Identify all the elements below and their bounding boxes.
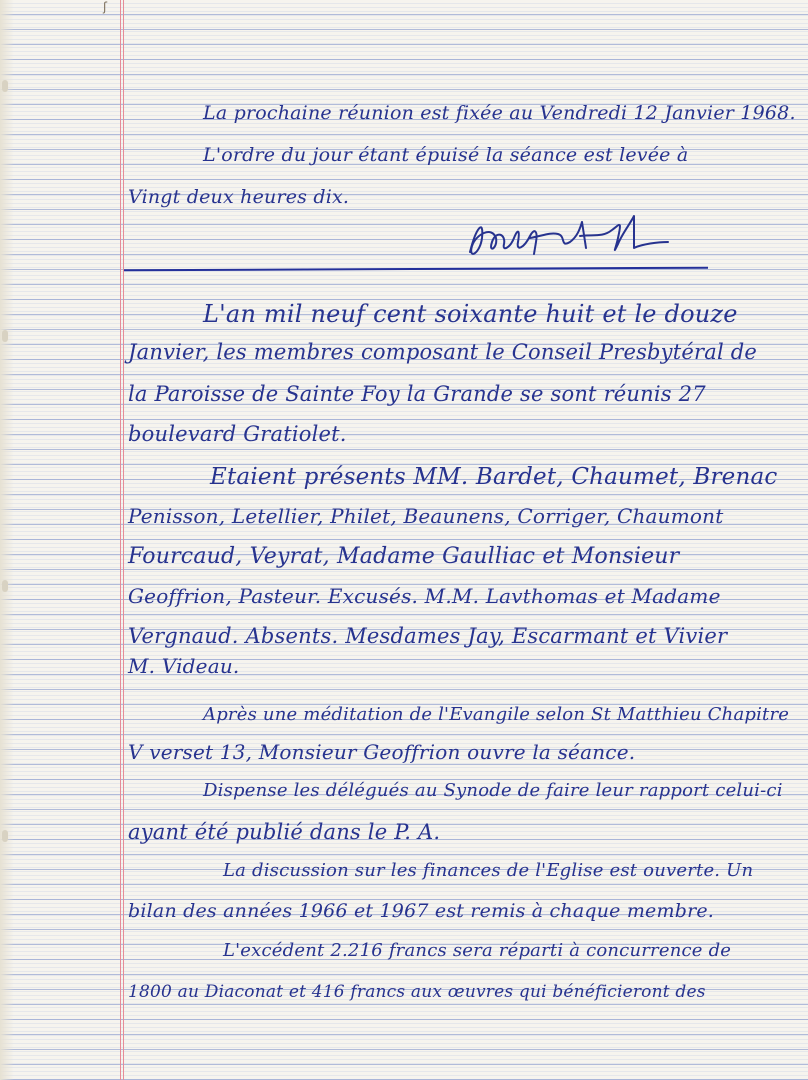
margin-line bbox=[120, 0, 121, 1080]
handwritten-line: bilan des années 1966 et 1967 est remis à chaque membre. bbox=[128, 900, 715, 922]
handwritten-line: Dispense les délégués au Synode de faire leur rapport celui-ci bbox=[203, 780, 783, 801]
handwritten-line: Penisson, Letellier, Philet, Beaunens, Corriger, Chaumont bbox=[128, 504, 724, 528]
signature-image bbox=[462, 208, 672, 268]
binding-edge bbox=[0, 0, 10, 1080]
handwritten-line: Etaient présents MM. Bardet, Chaumet, Brenac bbox=[210, 464, 778, 490]
handwritten-line: Vingt deux heures dix. bbox=[128, 186, 350, 208]
handwritten-line: Fourcaud, Veyrat, Madame Gaulliac et Monsieur bbox=[128, 544, 680, 569]
handwritten-line: La discussion sur les finances de l'Eglise est ouverte. Un bbox=[223, 860, 754, 881]
handwritten-line: ayant été publié dans le P. A. bbox=[128, 820, 441, 844]
handwritten-line: la Paroisse de Sainte Foy la Grande se sont réunis 27 bbox=[128, 382, 706, 406]
handwritten-line: Geoffrion, Pasteur. Excusés. M.M. Lavthomas et Madame bbox=[128, 584, 721, 608]
handwritten-line: Vergnaud. Absents. Mesdames Jay, Escarmant et Vivier bbox=[128, 624, 728, 648]
handwritten-line: Janvier, les membres composant le Conseil Presbytéral de bbox=[128, 340, 758, 364]
margin-line-secondary bbox=[123, 0, 124, 1080]
handwritten-line: L'excédent 2.216 francs sera réparti à concurrence de bbox=[223, 940, 732, 961]
handwritten-line: boulevard Gratiolet. bbox=[128, 422, 347, 446]
handwritten-line: 1800 au Diaconat et 416 francs aux œuvres qui bénéficieront des bbox=[128, 982, 706, 1002]
handwritten-line: V verset 13, Monsieur Geoffrion ouvre la séance. bbox=[128, 740, 636, 764]
handwritten-line: L'an mil neuf cent soixante huit et le douze bbox=[203, 300, 738, 328]
handwritten-line: Après une méditation de l'Evangile selon St Matthieu Chapitre bbox=[203, 704, 790, 725]
handwritten-line: La prochaine réunion est fixée au Vendredi 12 Janvier 1968. bbox=[203, 102, 796, 124]
section-divider-line bbox=[124, 267, 708, 272]
handwritten-line: L'ordre du jour étant épuisé la séance est levée à bbox=[203, 144, 689, 166]
handwritten-line: M. Videau. bbox=[128, 654, 240, 678]
corner-mark: ʃ bbox=[103, 0, 108, 14]
